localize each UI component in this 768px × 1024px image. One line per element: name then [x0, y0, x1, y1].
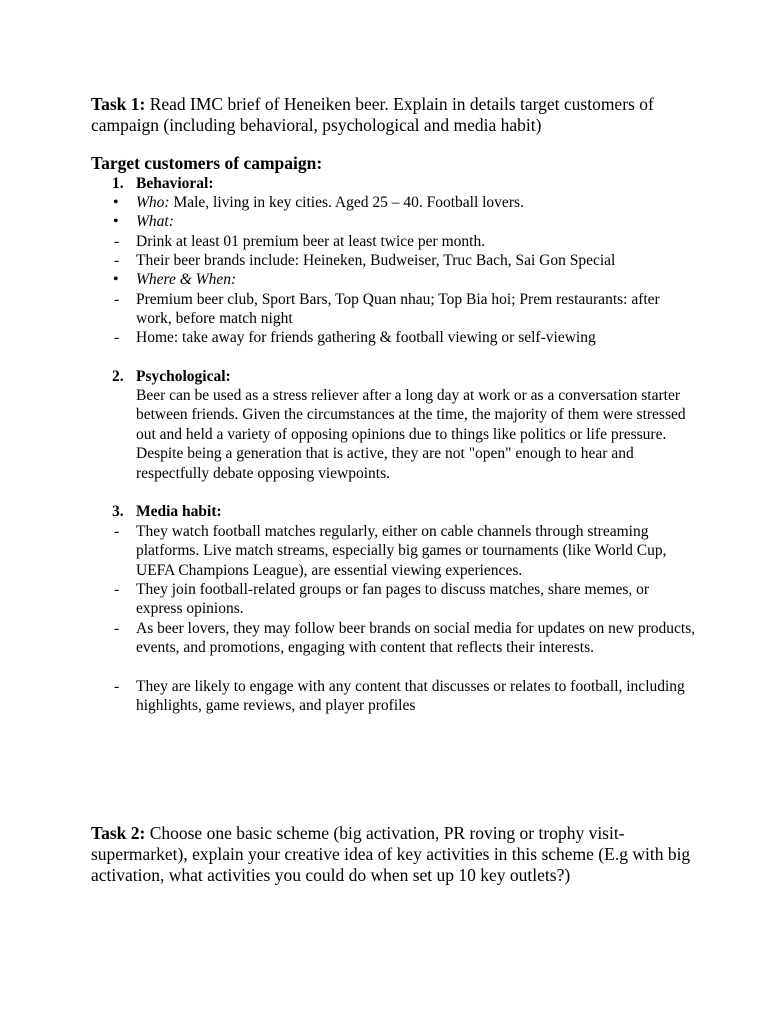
dash-marker: - [114, 620, 120, 637]
task2-paragraph [91, 823, 691, 886]
task1-paragraph [91, 94, 691, 136]
list-number: 3. [112, 503, 124, 520]
list-item-text: Drink at least 01 premium beer at least twice per month. [136, 233, 486, 250]
task1-label: Task 1: [91, 94, 146, 114]
target-customers-heading: Target customers of campaign: [91, 153, 323, 173]
dash-marker: - [114, 233, 120, 250]
list-item-text: Premium beer club, Sport Bars, Top Quan nhau; Top Bia hoi; Prem restaurants: after work, before match night [136, 291, 660, 328]
behavioral-title: Behavioral: [136, 175, 214, 192]
bullet-icon: • [113, 213, 119, 230]
what-label: What: [136, 213, 174, 230]
psychological-text: Beer can be used as a stress reliever after a long day at work or as a conversation starter between friends. Given the circumstances at the time, the majority of them were stressed out and held a variety of opposing opinions due to things like politics or life pressure. Despite being a generation that is active, they are not "open" enough to hear and respectfully debate opposing viewpoints. [136, 387, 686, 482]
bullet-icon: • [113, 271, 119, 288]
where-label: Where & When: [136, 271, 237, 288]
task2-label: Task 2: [91, 823, 146, 843]
dash-marker: - [114, 581, 120, 598]
list-item-text: They join football-related groups or fan pages to discuss matches, share memes, or express opinions. [136, 581, 650, 618]
dash-marker: - [114, 329, 120, 346]
list-number: 1. [112, 175, 124, 192]
dash-marker: - [114, 291, 120, 308]
psychological-title: Psychological: [136, 368, 231, 385]
list-item-text: Their beer brands include: Heineken, Budweiser, Truc Bach, Sai Gon Special [136, 252, 616, 269]
who-label: Who: [136, 194, 170, 211]
who-text: Male, living in key cities. Aged 25 – 40. Football lovers. [169, 194, 524, 211]
list-item-text: They are likely to engage with any content that discusses or relates to football, including highlights, game reviews, and player profiles [136, 678, 685, 715]
list-item-text: They watch football matches regularly, either on cable channels through streaming platforms. Live match streams, especially big games or tournaments (like World Cup, UEFA Champions League), are essential viewing experiences. [136, 523, 667, 579]
list-number: 2. [112, 368, 124, 385]
dash-marker: - [114, 252, 120, 269]
dash-marker: - [114, 523, 120, 540]
media-habit-title: Media habit: [136, 503, 222, 520]
task1-text: Read IMC brief of Heneiken beer. Explain in details target customers of campaign (including behavioral, psychological and media habit) [91, 94, 654, 135]
list-item-text: As beer lovers, they may follow beer brands on social media for updates on new products, events, and promotions, engaging with content that reflects their interests. [136, 620, 696, 657]
dash-marker: - [114, 678, 120, 695]
list-item-text: Home: take away for friends gathering & football viewing or self-viewing [136, 329, 596, 346]
bullet-icon: • [113, 194, 119, 211]
task2-text: Choose one basic scheme (big activation, PR roving or trophy visit-supermarket), explain your creative idea of key activities in this scheme (E.g with big activation, what activities you could do when set up 10 key outlets?) [91, 823, 691, 885]
